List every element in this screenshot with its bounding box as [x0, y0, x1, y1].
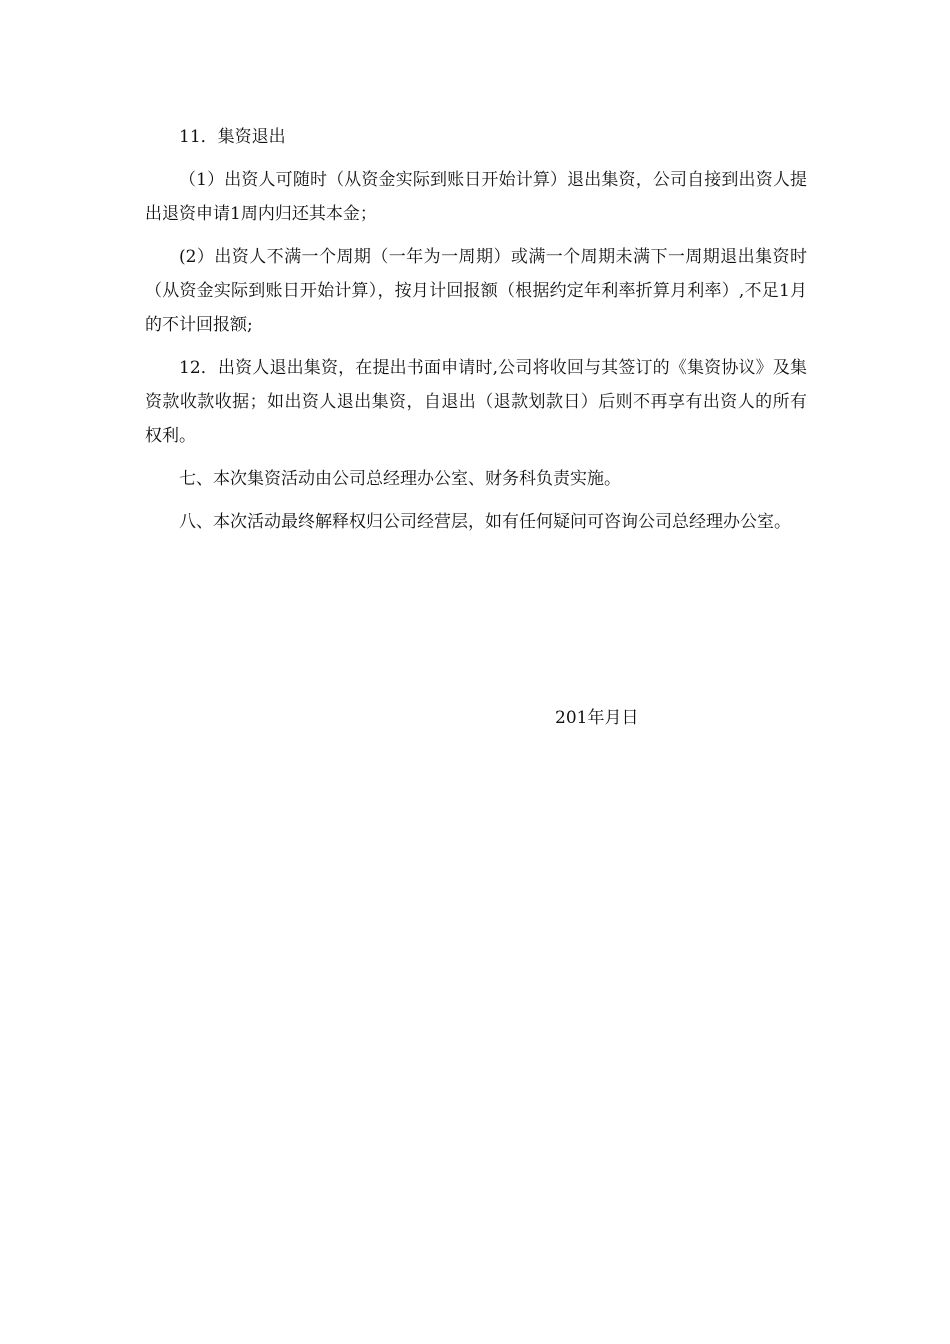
document-body	[145, 120, 807, 548]
paragraph-item-12: 12．出资人退出集资，在提出书面申请时,公司将收回与其签订的《集资协议》及集资款收款收据；如出资人退出集资，自退出（退款划款日）后则不再享有出资人的所有权利。	[145, 358, 807, 446]
paragraph-section-8: 八、本次活动最终解释权归公司经营层，如有任何疑问可咨询公司总经理办公室。	[179, 512, 791, 532]
paragraph-section-7: 七、本次集资活动由公司总经理办公室、财务科负责实施。	[179, 469, 621, 489]
document-date: 201年月日	[555, 708, 639, 728]
paragraph-exit-clause-1: （1）出资人可随时（从资金实际到账日开始计算）退出集资，公司自接到出资人提出退资申请1周内归还其本金；	[145, 170, 807, 224]
paragraph-exit-clause-2: (2）出资人不满一个周期（一年为一周期）或满一个周期未满下一周期退出集资时（从资金实际到账日开始计算），按月计回报额（根据约定年利率折算月利率）,不足1月的不计回报额;	[145, 247, 807, 335]
section-heading-exit: 11．集资退出	[179, 127, 286, 147]
